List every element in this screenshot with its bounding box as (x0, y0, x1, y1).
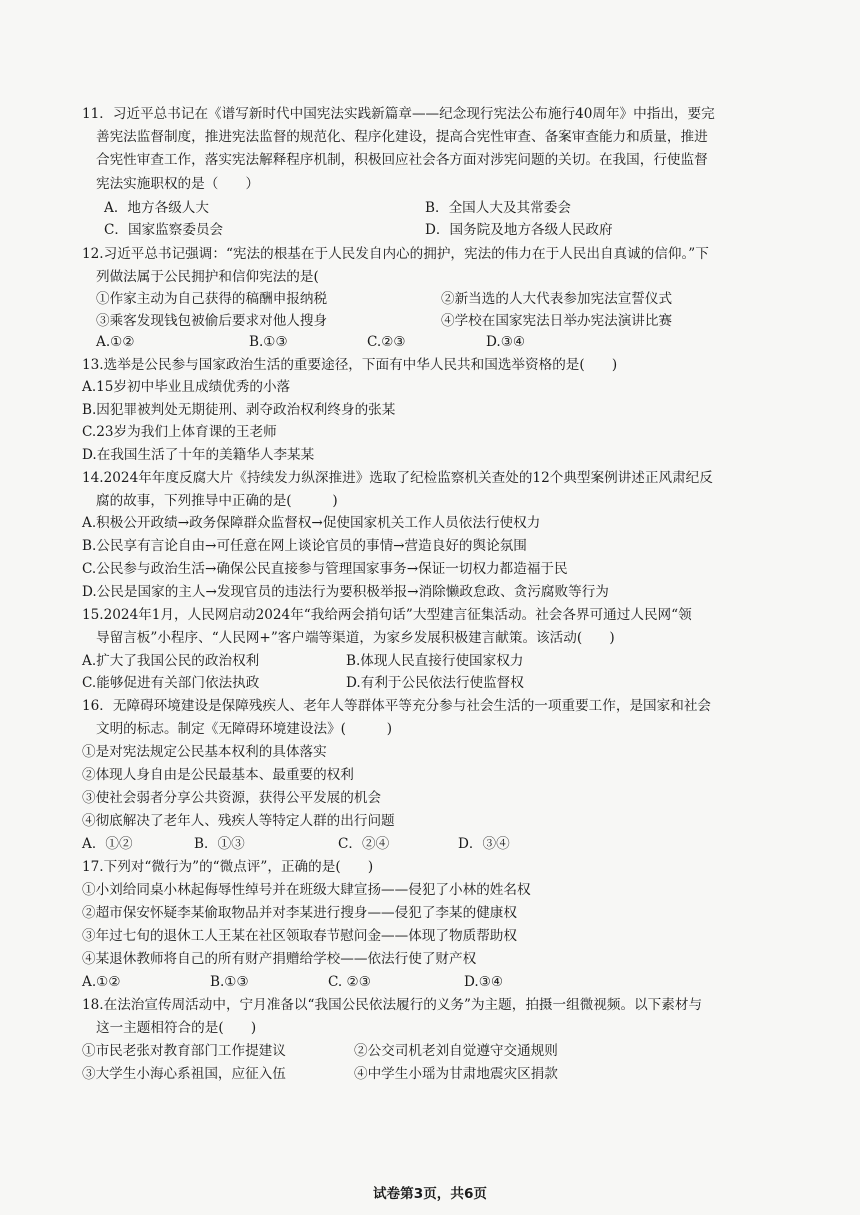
q15-option-d[interactable]: D.有利于公民依法行使监督权 (346, 675, 524, 691)
q17-option-a[interactable]: A.①② (82, 974, 121, 990)
q16-line-2: 文明的标志。制定《无障碍环境建设法》( ) (96, 721, 393, 737)
q17-line-1: 17.下列对“微行为”的“微点评”，正确的是( ) (82, 859, 374, 875)
q14-option-c[interactable]: C.公民参与政治生活→确保公民直接参与管理国家事务→保证一切权力都造福于民 (82, 561, 568, 577)
q15-line-1: 15.2024年1月，人民网启动2024年“我给两会捎句话”大型建言征集活动。社会各界可通过人民网“领 (82, 607, 692, 623)
q16-item-3: ③使社会弱者分享公共资源，获得公平发展的机会 (82, 790, 382, 806)
q11-option-b[interactable]: B．全国人大及其常委会 (425, 200, 571, 216)
q16-item-2: ②体现人身自由是公民最基本、最重要的权利 (82, 767, 354, 783)
q16-option-a[interactable]: A．①② (82, 836, 133, 852)
q11-line-3: 合宪性审查工作，落实宪法解释程序机制，积极回应社会各方面对涉宪问题的关切。在我国，行使监督 (96, 152, 708, 168)
q16-option-d[interactable]: D．③④ (458, 836, 510, 852)
q11-line-2: 善宪法监督制度，推进宪法监督的规范化、程序化建设，提高合宪性审查、备案审查能力和质量，推进 (96, 129, 708, 145)
q14-line-1: 14.2024年年度反腐大片《持续发力纵深推进》选取了纪检监察机关查处的12个典型案例讲述正风肃纪反 (82, 470, 713, 486)
q16-line-1: 16．无障碍环境建设是保障残疾人、老年人等群体平等充分参与社会生活的一项重要工作，是国家和社会 (82, 698, 712, 714)
q13-line-1: 13.选举是公民参与国家政治生活的重要途径，下面有中华人民共和国选举资格的是( ) (82, 357, 618, 373)
q12-option-a[interactable]: A.①② (96, 334, 135, 350)
q17-item-4: ④某退休教师将自己的所有财产捐赠给学校——依法行使了财产权 (82, 951, 477, 967)
q17-option-c[interactable]: C. ②③ (328, 974, 371, 990)
q15-option-a[interactable]: A.扩大了我国公民的政治权利 (82, 653, 260, 669)
q11-line-4: 宪法实施职权的是（ ） (96, 176, 260, 192)
q12-item-1: ①作家主动为自己获得的稿酬申报纳税 (96, 291, 328, 307)
q12-item-4: ④学校在国家宪法日举办宪法演讲比赛 (441, 313, 673, 329)
q14-line-2: 腐的故事，下列推导中正确的是( ) (96, 493, 338, 509)
q12-option-b[interactable]: B.①③ (249, 334, 288, 350)
q12-option-c[interactable]: C.②③ (367, 334, 406, 350)
q15-line-2: 导留言板”小程序、“人民网+”客户端等渠道，为家乡发展积极建言献策。该活动( ) (96, 630, 615, 646)
q13-option-d[interactable]: D.在我国生活了十年的美籍华人李某某 (82, 447, 315, 463)
q11-option-a[interactable]: A．地方各级人大 (104, 200, 209, 216)
q17-item-1: ①小刘给同桌小林起侮辱性绰号并在班级大肆宣扬——侵犯了小林的姓名权 (82, 882, 531, 898)
page-footer: 试卷第3页，共6页 (372, 1186, 488, 1202)
q12-line-2: 列做法属于公民拥护和信仰宪法的是( (96, 269, 319, 285)
q16-option-b[interactable]: B．①③ (194, 836, 245, 852)
q12-item-2: ②新当选的人大代表参加宪法宣誓仪式 (441, 291, 673, 307)
q18-item-4: ④中学生小瑶为甘肃地震灾区捐款 (354, 1066, 558, 1082)
q14-option-b[interactable]: B.公民享有言论自由→可任意在网上谈论官员的事情→营造良好的舆论氛围 (82, 538, 527, 554)
q15-option-c[interactable]: C.能够促进有关部门依法执政 (82, 675, 260, 691)
q15-option-b[interactable]: B.体现人民直接行使国家权力 (346, 653, 524, 669)
q17-item-3: ③年过七旬的退休工人王某在社区领取春节慰问金——体现了物质帮助权 (82, 928, 517, 944)
q18-item-3: ③大学生小海心系祖国，应征入伍 (82, 1066, 286, 1082)
q16-item-1: ①是对宪法规定公民基本权利的具体落实 (82, 744, 327, 760)
q17-option-b[interactable]: B.①③ (210, 974, 249, 990)
q17-option-d[interactable]: D.③④ (464, 974, 504, 990)
q16-item-4: ④彻底解决了老年人、残疾人等特定人群的出行问题 (82, 813, 395, 829)
q17-item-2: ②超市保安怀疑李某偷取物品并对李某进行搜身——侵犯了李某的健康权 (82, 905, 517, 921)
q11-line-1: 11．习近平总书记在《谱写新时代中国宪法实践新篇章——纪念现行宪法公布施行40周年》中指出，要完 (82, 106, 715, 122)
q18-line-1: 18.在法治宣传周活动中，宁月准备以“我国公民依法履行的义务”为主题，拍摄一组微视频。以下素材与 (82, 997, 703, 1013)
q18-line-2: 这一主题相符合的是( ) (96, 1020, 257, 1036)
q18-item-1: ①市民老张对教育部门工作提建议 (82, 1043, 286, 1059)
q12-item-3: ③乘客发现钱包被偷后要求对他人搜身 (96, 313, 328, 329)
q16-option-c[interactable]: C．②④ (338, 836, 390, 852)
q14-option-a[interactable]: A.积极公开政绩→政务保障群众监督权→促使国家机关工作人员依法行使权力 (82, 515, 541, 531)
q13-option-b[interactable]: B.因犯罪被判处无期徒刑、剥夺政治权利终身的张某 (82, 402, 396, 418)
q13-option-a[interactable]: A.15岁初中毕业且成绩优秀的小落 (82, 379, 291, 395)
q18-item-2: ②公交司机老刘自觉遵守交通规则 (354, 1043, 558, 1059)
q11-option-c[interactable]: C．国家监察委员会 (104, 222, 224, 238)
q13-option-c[interactable]: C.23岁为我们上体育课的王老师 (82, 424, 277, 440)
q14-option-d[interactable]: D.公民是国家的主人→发现官员的违法行为要积极举报→消除懒政怠政、贪污腐败等行为 (82, 584, 609, 600)
q12-line-1: 12.习近平总书记强调：“宪法的根基在于人民发自内心的拥护，宪法的伟力在于人民出自真诚的信仰。”下 (82, 246, 709, 262)
q11-option-d[interactable]: D．国务院及地方各级人民政府 (425, 222, 613, 238)
q12-option-d[interactable]: D.③④ (486, 334, 526, 350)
